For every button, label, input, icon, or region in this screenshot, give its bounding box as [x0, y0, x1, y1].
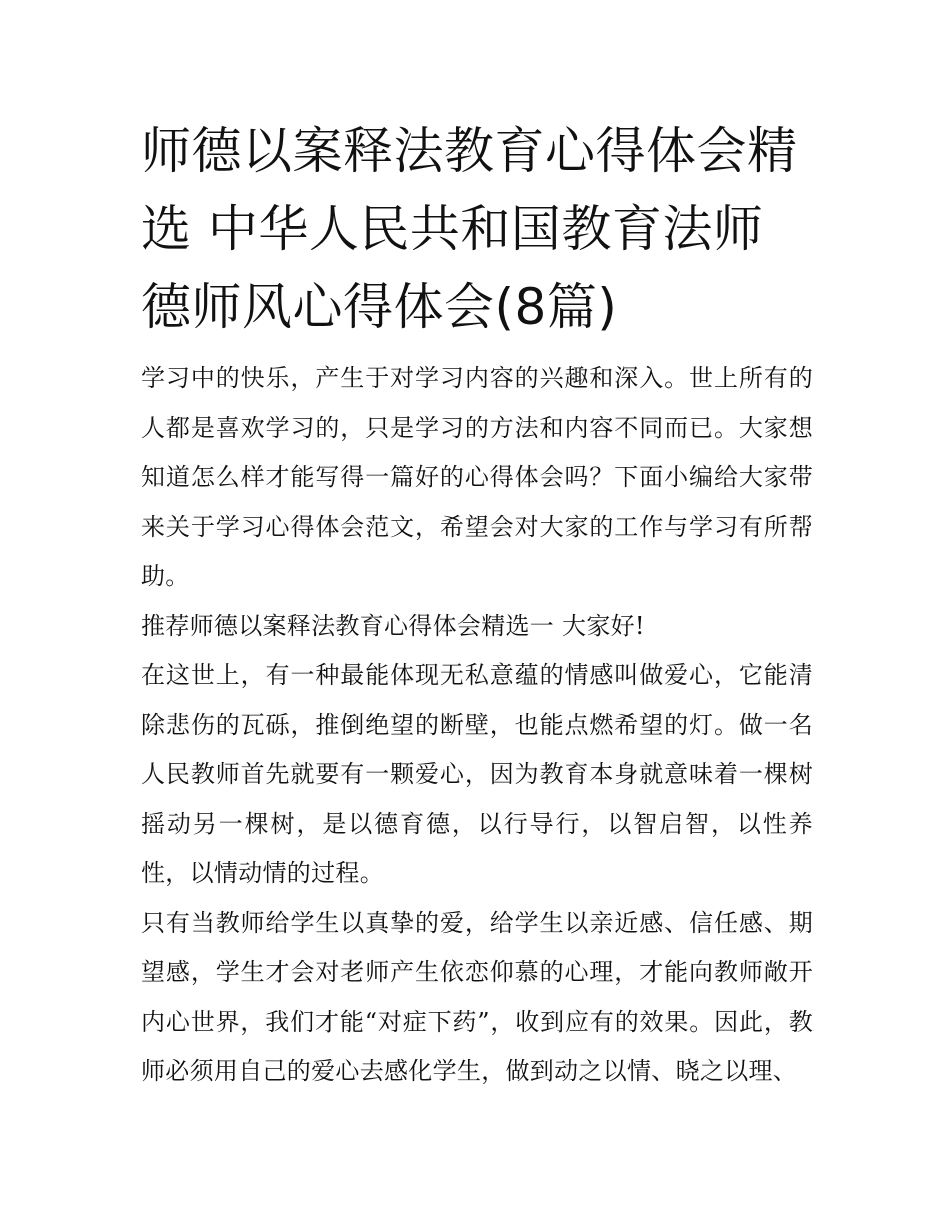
paragraph-love: 在这世上，有一种最能体现无私意蕴的情感叫做爱心，它能清除悲伤的瓦砾，推倒绝望的断壁，也能点燃希望的灯。做一名人民教师首先就要有一颗爱心，因为教育本身就意味着一棵树摇动另一棵树，是以德育德，以行导行，以智启智，以性养性，以情动情的过程。	[141, 661, 813, 887]
paragraph-teacher: 只有当教师给学生以真挚的爱，给学生以亲近感、信任感、期望感，学生才会对老师产生依恋仰慕的心理，才能向教师敞开内心世界，我们才能“对症下药”，收到应有的效果。因此，教师必须用自己的爱心去感化学生，做到动之以情、晓之以理、	[141, 908, 813, 1085]
document-page	[141, 112, 813, 1097]
paragraph-heading-one: 推荐师德以案释法教育心得体会精选一 大家好!	[141, 611, 645, 640]
paragraph-intro: 学习中的快乐，产生于对学习内容的兴趣和深入。世上所有的人都是喜欢学习的，只是学习的方法和内容不同而已。大家想知道怎么样才能写得一篇好的心得体会吗？下面小编给大家带来关于学习心得体会范文，希望会对大家的工作与学习有所帮助。	[141, 364, 813, 590]
document-title: 师德以案释法教育心得体会精选 中华人民共和国教育法师德师风心得体会(8篇)	[141, 122, 798, 336]
